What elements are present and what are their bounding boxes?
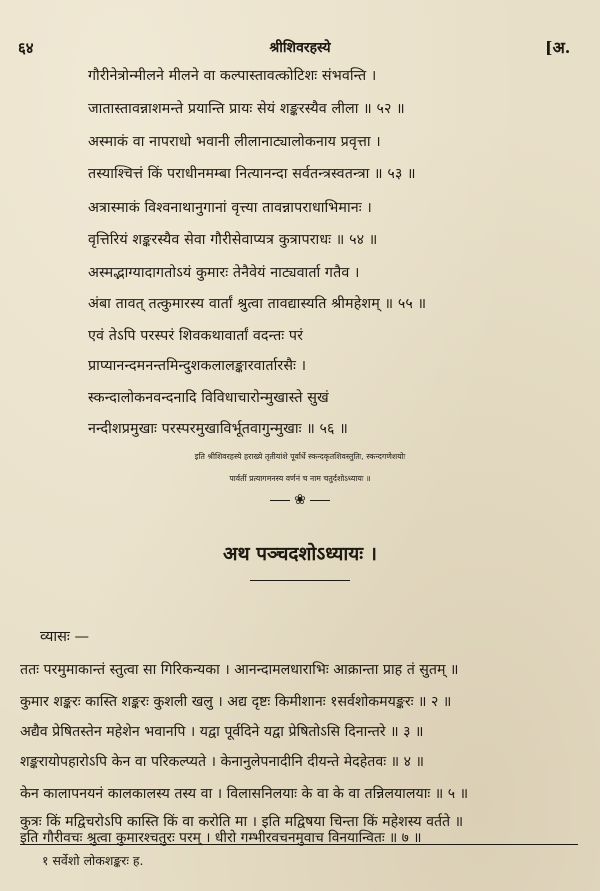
verse-line: ततः परमुमाकान्तं स्तुत्वा सा गिरिकन्यका । आनन्दामलधाराभिः आक्रान्ता प्राह तं सुतम् ॥ (20, 662, 459, 678)
chapter-heading: अथ पञ्चदशोऽध्यायः । (223, 543, 377, 565)
verse-line: अस्माकं वा नापराधो भवानी लीलानाट्यालोकनाय प्रवृत्ता । (88, 134, 381, 150)
verse-line: कुत्रः किं मद्विचरोऽपि कास्ति किं वा करोति मा । इति मद्विषया चिन्ता किं महेशस्य वर्तते ॥ (20, 814, 464, 830)
header-section-mark: [अ. (545, 38, 571, 57)
verse-line: केन कालापनयनं कालकालस्य तस्य वा । विलासनिलयाः के वा के वा तन्निलयालयाः ॥ ५ ॥ (20, 786, 469, 802)
running-title: श्रीशिवरहस्ये (269, 40, 331, 56)
verse-line: गौरीनेत्रोन्मीलने मीलने वा कल्पास्तावत्कोटिशः संभवन्ति । (88, 68, 377, 84)
verse-line: कुमार शङ्करः कास्ति शङ्करः कुशली खलु । अद्य दृष्टः किमीशानः १सर्वशोकमयङ्करः ॥ २ ॥ (20, 694, 452, 710)
flower-ornament-icon: ❀ (294, 492, 306, 508)
colophon-line: इति श्रीशिवरहस्ये हराख्ये तृतीयांशे पूर्वार्धे स्कन्दकृतशिवस्तुतिः, स्कन्दगणेशयोः (194, 452, 406, 461)
verse-line: जातास्तावन्नाशमन्ते प्रयान्ति प्रायः सेयं शङ्करस्यैव लीला ॥ ५२ ॥ (88, 101, 405, 117)
verse-line: अस्मद्भाग्यादागतोऽयं कुमारः तेनैवेयं नाट्यवार्ता गतैव । (88, 265, 360, 281)
verse-line: शङ्करायोपहारोऽपि केन वा परिकल्प्यते । केनानुलेपनादीनि दीयन्ते मेदहेतवः ॥ ४ ॥ (20, 754, 424, 770)
page-number: ६४ (18, 39, 34, 57)
verse-line: स्कन्दालोकनवन्दनादि विविधाचारोन्मुखास्ते सुखं (88, 390, 329, 406)
ornament-dash (310, 500, 330, 501)
verse-line: नन्दीशप्रमुखाः परस्परमुखाविर्भूतवागुन्मुखाः ॥ ५६ ॥ (88, 421, 348, 437)
verse-line: अंबा तावत् तत्कुमारस्य वार्तां श्रुत्वा तावद्यास्यति श्रीमहेशम् ॥ ५५ ॥ (88, 296, 427, 312)
verse-line: वृत्तिरियं शङ्करस्यैव सेवा गौरीसेवाप्यत्र कुत्रापराधः ॥ ५४ ॥ (88, 232, 378, 248)
verse-line: एवं तेऽपि परस्परं शिवकथावार्तां वदन्तः परं (88, 328, 304, 344)
colophon-line: पार्वतीं प्रत्यागमनस्य वर्णनं च नाम चतुर्दशोऽध्यायः ॥ (229, 474, 371, 483)
verse-line: अत्रास्माकं विश्वनाथानुगानां वृत्त्या तावन्नापराधाभिमानः । (88, 200, 372, 216)
verse-line: तस्याश्चित्तं किं पराधीनमम्बा नित्यानन्दा सर्वतन्त्रस्वतन्त्रा ॥ ५३ ॥ (88, 166, 416, 182)
chapter-heading-rule (250, 580, 350, 581)
verse-line: इति गौरीवचः श्रुत्वा कुमारश्चतुरः परम् । धीरो गम्भीरवचनमुवाच विनयान्वितः ॥ ७ ॥ (20, 830, 422, 846)
section-ornament (0, 492, 600, 508)
ornament-dash (270, 500, 290, 501)
footnote: १ सर्वेशो लोकशङ्करः ह. (42, 853, 144, 868)
verse-line: प्राप्यानन्दमनन्तमिन्दुशकलालङ्कारवार्तारसैः । (88, 358, 307, 374)
speaker-label: व्यासः — (40, 629, 89, 645)
verse-line: अद्यैव प्रेषितस्तेन महेशेन भवानपि । यद्वा पूर्वदिने यद्वा प्रेषितोऽसि दिनान्तरे ॥ ३ ॥ (20, 724, 424, 740)
